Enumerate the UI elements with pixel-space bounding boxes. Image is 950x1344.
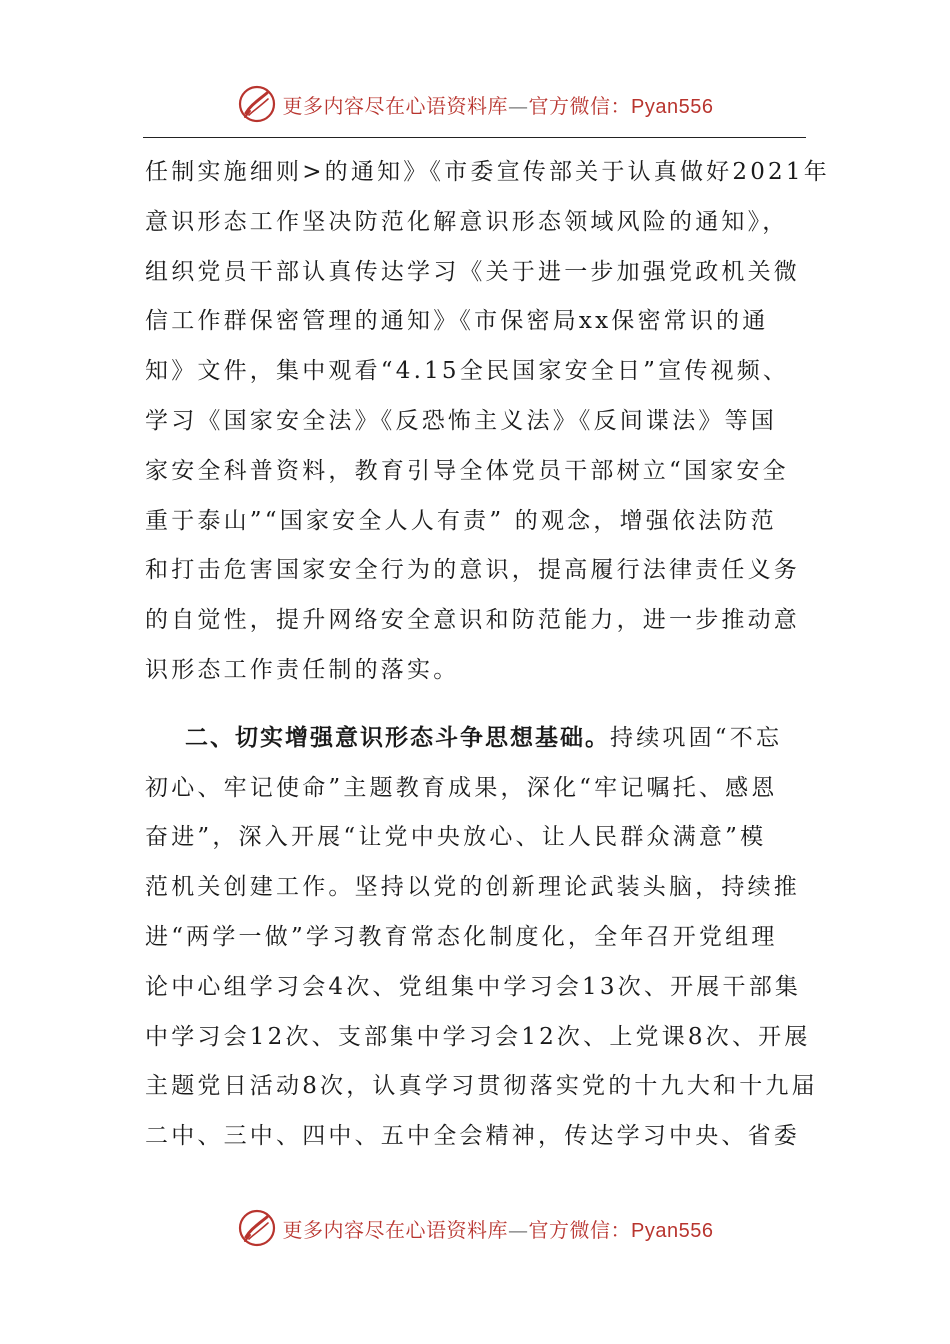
paragraph-2 xyxy=(145,714,818,1162)
footer-wechat-id: Pyan556 xyxy=(631,1219,714,1242)
footer-brand: 更多内容尽在心语资料库 xyxy=(282,1217,509,1242)
header-wechat-label: 官方微信： xyxy=(528,93,632,118)
text-line: 和打击危害国家安全行为的意识，提高履行法律责任义务 xyxy=(145,557,800,584)
footer-banner-text xyxy=(283,1214,714,1243)
text-line: 初心、牢记使命”主题教育成果，深化“牢记嘱托、感恩 xyxy=(145,774,778,801)
section-2-first-line xyxy=(145,714,807,764)
paragraph-1 xyxy=(145,148,830,696)
text-line: 主题党日活动8次，认真学习贯彻落实党的十九大和十九届 xyxy=(145,1073,818,1100)
text-line: 学习《国家安全法》《反恐怖主义法》《反间谍法》等国 xyxy=(145,407,777,434)
header-wechat-id: Pyan556 xyxy=(631,95,714,118)
text-line: 任制实施细则>的通知》《市委宣传部关于认真做好2021年 xyxy=(145,159,830,185)
pen-logo-icon xyxy=(237,84,277,124)
text-line: 的自觉性，提升网络安全意识和防范能力，进一步推动意 xyxy=(145,607,800,634)
text-line: 范机关创建工作。坚持以党的创新理论武装头脑，持续推 xyxy=(145,874,800,901)
paragraph-gap xyxy=(145,696,807,714)
header-brand: 更多内容尽在心语资料库 xyxy=(282,93,509,118)
footer-separator: — xyxy=(508,1217,529,1242)
text-line: 二中、三中、四中、五中全会精神，传达学习中央、省委 xyxy=(145,1123,800,1150)
footer-wechat-label: 官方微信： xyxy=(528,1217,632,1242)
text-line: 论中心组学习会4次、党组集中学习会13次、开展干部集 xyxy=(145,973,802,1000)
text-line: 识形态工作责任制的落实。 xyxy=(145,656,460,683)
header-banner xyxy=(0,84,950,124)
text-line: 意识形态工作坚决防范化解意识形态领域风险的通知》， xyxy=(145,208,789,235)
pen-logo-icon xyxy=(237,1208,277,1248)
text-line: 知》文件，集中观看“4.15全民国家安全日”宣传视频、 xyxy=(145,358,790,385)
text-line: 家安全科普资料，教育引导全体党员干部树立“国家安全 xyxy=(145,457,789,484)
header-banner-text xyxy=(283,90,714,119)
text-line: 组织党员干部认真传达学习《关于进一步加强党政机关微 xyxy=(145,258,800,285)
text-line: 中学习会12次、支部集中学习会12次、上党课8次、开展 xyxy=(145,1023,811,1050)
header-divider xyxy=(143,137,806,138)
text-line: 信工作群保密管理的通知》《市保密局xx保密常识的通 xyxy=(145,308,769,335)
header-separator: — xyxy=(508,93,529,118)
text-line: 奋进”，深入开展“让党中央放心、让人民群众满意”模 xyxy=(145,824,767,851)
footer-banner xyxy=(0,1208,950,1248)
section-2-first-rest: 持续巩固“不忘 xyxy=(610,724,783,751)
document-body xyxy=(145,148,830,1162)
text-line: 重于泰山”“国家安全人人有责” 的观念，增强依法防范 xyxy=(145,507,777,534)
section-2-heading: 二、切实增强意识形态斗争思想基础。 xyxy=(185,724,610,751)
text-line: 进“两学一做”学习教育常态化制度化，全年召开党组理 xyxy=(145,923,778,950)
